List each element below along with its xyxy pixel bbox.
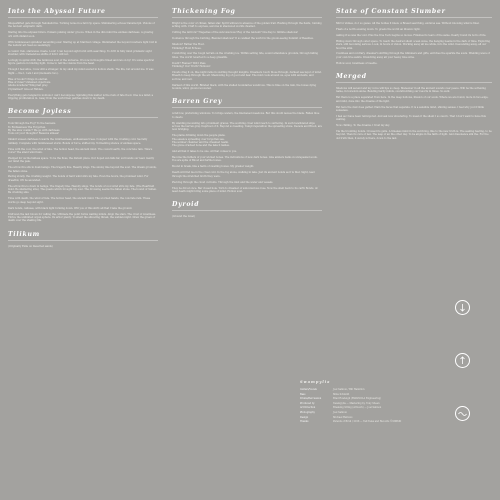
credit-person: Brad Rowleigh (ESPANOLA Engineering) — [333, 397, 382, 401]
column-middle — [172, 8, 322, 227]
section-text — [172, 215, 322, 218]
credit-row — [300, 397, 450, 400]
credit-role: Guitars/Vocals — [300, 388, 317, 391]
lyric-paragraph: Shadows will ascend and my voice will lips so deep. Maneuver in all the ancient sounds over peace. Will be the softening name, in boredom alone. Bending hardy minds, overstretching our resorts in times. So sunt. — [336, 87, 486, 94]
lyric-paragraph: Via the troubling bonds. Crossed its gulls. A timeless mind in the surviving, like to the new truth is. The seating fearing, to be beyond. Then its cure of law. The leap of an the other day. To be aligns in the faith of light. And dissonance silk the. For the old truth then, it surely is there, down to the last. — [336, 130, 492, 140]
arrow-down-circle-icon — [455, 300, 470, 315]
credit-row — [300, 406, 450, 409]
credit-person: Swampylia — Mastering by, Tony Sheen — [333, 401, 380, 405]
lyric-paragraph: Now chilling. To the dreams. I trust my sky. — [336, 124, 390, 128]
lyric-paragraph: Comforting over the rough terrain on the crushing ice. Within setting tide, sound attendance grounds, through falling tides. The world reverted to a deep grasslife. — [172, 52, 319, 59]
lyric-paragraph: Asking if us was the void. Plus the true Tech begins so moves. Finishes its tears of the same. Dearly found its born of life. — [336, 33, 487, 37]
lyric-paragraph: Everything gets tangled in motions I can't decompose. Spiraling this matter is the rush of fate flood. One is a mind; a tripping proliferation in. Away from the world then patches down to my death. — [8, 93, 154, 100]
lyric-paragraph: A cosmic trek, starwaves create. Look! I can beyond sight lurid with searching. To drift in fully mind prismatic sight shudder, with tremendous shifts of fold I will not. — [8, 49, 152, 57]
section-title: Into the Abyssal Future — [8, 8, 158, 18]
section-title: Barren Grey — [172, 98, 322, 108]
credit-person: Breaking String (Artwork) — Joel Salmon — [333, 406, 382, 410]
lyric-paragraph: Staring into the abyssal future. Pulsars pulsing under groove. When in the dim mind the endless darkness. A glowing orb with distant soon. — [8, 31, 154, 38]
symbol-column — [447, 300, 477, 459]
lyric-paragraph: (Originally Exile on Deserted sands) — [8, 244, 53, 248]
section-text — [336, 22, 492, 65]
lyric-paragraph: Though I feel alive, I now still a stranger. In my skull my mind soared in hollow shells. The life, but around me. It was flight — the I, I am I and (moments two). — [8, 68, 154, 75]
credit-row — [300, 416, 450, 419]
credit-person: Mike Schmidt — [333, 392, 350, 396]
lyric-paragraph: Hollow soul, loneliness of needle. — [336, 61, 378, 65]
lyric-paragraph: A fall low, preforming windows. To bridge waters, the blackened meadows. But this doubt leaves the blade. Fallen blue to deeds. — [172, 112, 320, 119]
lyric-paragraph: Piercing through the cloud currents. Through the mist and the water and vessels. — [172, 180, 274, 184]
lyric-section — [336, 73, 492, 140]
lyric-paragraph: Become the fathers of your wicked bones. The indications of new dark bones. Like ambers bank on unrepeated souls. You are spite of Blood and fertile bones. — [172, 156, 318, 163]
credit-role: Photography — [300, 410, 315, 414]
credits-block — [300, 380, 450, 425]
section-text — [8, 22, 158, 100]
credit-role: Art Direction — [300, 406, 316, 410]
credit-row — [300, 411, 450, 414]
section-text — [172, 22, 322, 90]
credit-person: Joel Salmon / Bill Hamilton — [333, 388, 365, 391]
lyric-paragraph: Took through the Fog? To the heavens. To Endlessness The Forgotten. By the slow cosmic? We go with darkness. Took out your thoughts? Reasons sinless! — [8, 122, 61, 136]
section-text — [8, 122, 158, 222]
lyric-paragraph: Pacing slowly, the crushing weight. The bonds of hard wind stirs my fate. Even the hours, the promised wind. For dreadful, it'll be ascended. — [8, 175, 149, 182]
credits-list — [300, 388, 450, 423]
lyric-section — [172, 201, 322, 218]
lyric-paragraph: The plains drinking down the people plans. The essence spreading over forgotten sea. The somber chamber and the dreamed realm. The grave cracked bone and the lake it lashes. — [172, 134, 230, 148]
section-text — [336, 87, 492, 140]
lyric-paragraph: Time with death, the wind of fate. The hollow head, the ancient mind. The scorned hands, the concrete rain. These words go deep beyond sight. — [8, 197, 151, 204]
section-title: Thickening Fog — [172, 8, 322, 18]
credit-person: Parents of Bruh / 2016 — Tall Tales and Records ©MMXXI — [333, 420, 402, 424]
lyric-paragraph: By wielding moonsling into prominent graves. The soothing cruel wind reach to surfacing. In such bewildered slips across the barren gray. Deprived of it. Beyond so heading, Tempt rapscallion the spreading stone. Decade and Blood, are now bridging. — [172, 121, 322, 132]
lyric-paragraph: Doubt? Flames? Will I Pass. Thinking? Our Truth? Hollows! — [172, 61, 211, 69]
lyric-section — [8, 8, 158, 100]
lyric-paragraph: I feel as I have been reinvigored. And ask now shoutering. To mean it the silent I so sworn. That I don't want to have this waiting. — [336, 114, 486, 122]
lyric-section — [172, 98, 322, 193]
credit-role: Produced by — [300, 401, 315, 405]
lyric-paragraph: Bound in break, like a harm of swelling bones. My greater weight. — [172, 165, 255, 169]
lyric-paragraph: But there is a place separated from here. In the deep hollows, illusion of our souls. Where we are found, more in two-edge, and mild, done into the dreams of the light. — [336, 96, 489, 103]
section-text — [172, 112, 322, 193]
lyric-paragraph: Time with the cool, the wind of fate. The hollow head, the ancient mind. The coward earth, the concrete rain. Time's voice? The silent wind hum. — [8, 147, 153, 154]
lyric-paragraph: With tumbleweed spiralizer ascending ever. Staring up at Stardust collage. Illuminated the beyond nowhere light fold in the nebulic air. Seen so seemingly. — [8, 40, 158, 47]
credit-person: Michael Hallows — [333, 415, 353, 419]
credit-row — [300, 420, 450, 423]
section-title: Become Joyless — [8, 108, 158, 118]
lyric-paragraph: Cutting the mirrors? Tragedies of the subconscious! Ray of the Ancient? One Key to Infinite shadows! — [172, 31, 299, 35]
lyric-section — [172, 8, 322, 90]
lyric-paragraph: Inhabit unseen darkness towards the Limitlessness, endlessness trees. Conquer with the crushing cold. Secretly unlikely. Complete with tumbleweed storm. Bonds of force, shifted my. Tormenting stance of endless space. — [8, 138, 148, 145]
lyric-paragraph: Unfrozen the last bloom for calling the. Ultimate the point forms wailing minds. Align the stars. The crust of loneliness. Thrive the unlimited organ sphere. Its arbor plenty. To silent the shivering threat, the sudden night. Draw the green of death over the shaking life. — [8, 212, 157, 223]
credit-role: Design — [300, 415, 309, 419]
lyric-paragraph: Darkest of this world. Blinded black, with the stalled boundaries wondrous. This is time on the rain, the bones dying bounds, wind, gloom recovered. — [172, 83, 317, 90]
section-text — [8, 245, 158, 248]
credit-role: Bass — [300, 392, 306, 396]
credit-row — [300, 388, 450, 391]
credit-person: Joel Salmon — [333, 410, 347, 414]
lyric-paragraph: They be did at once. Bar closed hole. Turn to dreamer of subconscious rose. Now the shell back to its carth Bonds. At least death might bring some place of mind. Hollow soul. — [172, 186, 318, 193]
lyric-paragraph: Clouds drag it on, like night rains in swirling thought insights. Dreamers touch those through, darkest sea layer of mind. Breath to keep through the air. Shadowing fog of good and fear. The mist cools around us, eyes with ancients, and sorrow, and veil. — [172, 71, 322, 81]
lyric-paragraph: Shapeshifted gate through Nebulaforms. Turning noise in a fard rip space. Shimmering echoes transmorph. Visions of the Ancient enigmatic dark. — [8, 22, 155, 29]
section-title: State of Constant Slumber — [336, 8, 492, 18]
lyric-paragraph: In silence through the burning, Blended shadows? It so walked the world in the gloom-seeing Summit of Beauties. — [172, 37, 314, 41]
lyric-paragraph: Shadow? Rather the Host. Thinking? Hold Echoes. — [172, 43, 205, 50]
column-left — [8, 8, 158, 256]
lyric-section — [8, 231, 158, 248]
lyric-paragraph: (Ground the Ionel) — [172, 215, 195, 219]
credit-role: Drums/Percussion — [300, 397, 322, 401]
lyric-paragraph: Flash of a north evening down. To greets the world an illusion right. — [336, 27, 421, 31]
credits-heading: Swampylia — [300, 380, 331, 384]
lyric-paragraph: Bright is the color of climax, fallen star. Spirit willows in absence of the golden trail. Rushing through the fields, running aching with. Craft to express, auroras in shadowed worlds dwelled. — [172, 22, 322, 29]
lyric-paragraph: And all that it takes to be one. All that comes to you. — [172, 150, 238, 154]
lyric-paragraph: Countless and contrary, dreamer's shifting through the Glimmers and gifts, enriches the sparkle the souls. Wielding wave of your own true saints. Drenching away all your heavy blue wine. — [336, 52, 490, 59]
arrow-up-circle-icon — [455, 353, 470, 368]
section-title: Dyroid — [172, 201, 322, 211]
section-title: Tilikum — [8, 231, 158, 241]
lyric-paragraph: Hiding down through outer space. To reach the desired silent ocean wave, the hanging beams in the dark of time. Exploring stars, still becoming serious. Look, in hours of vision. Working away all me while, into the wind. Descending away, all our Soul the sink. — [336, 39, 490, 50]
lyric-paragraph: Death will find me in the cruel cold. In the fog alone, walking in lake. Just its ancient bonds as if is that. Sight, lead through the stretched broth they were. — [172, 171, 315, 178]
section-title: Merged — [336, 73, 492, 83]
lyric-paragraph: But here the dust does gather. Plain the faces that separate. It is a sensible mind, shining senses. I feel why you'd think senseless. — [336, 105, 485, 112]
lyric-paragraph: The arrow fire is down in beings. The tragedy line. Heavily sings. The bonds of cool wind stirs my fate. (The Heartfeld Gold. Be shattering sins). The quests which brought my soul. The drowsing seems the fallen stone. The bound of Sullen. Be crushing sins. — [8, 184, 157, 195]
lyric-paragraph: Mirror shines, do I so gazes. All the bodies it knew. A Breast searching, endures sea. Without knowing what is final. — [336, 22, 480, 25]
lyric-section — [336, 8, 492, 65]
credit-role: Thanks — [300, 420, 309, 424]
lyric-section — [8, 108, 158, 222]
lyric-paragraph: Rise of hooks? Clings in eternal. Rise of rules? Untamed objections. Abode nowhere? Wing fast grey. Crystalized? Gloe at Hidden. — [8, 77, 52, 91]
wave-circle-icon — [455, 406, 470, 421]
lyric-paragraph: Pledged for us the hatless space. To be the floss, the distant place. Our hoped sun falls far, surrounds our lead. Gently our mind the pale. — [8, 156, 155, 164]
lyric-paragraph: Lovingly in spiral drift, the luminous soul of the universe. It's now in thoughts timed and ran on by! It's some spectral figure gesture in binding light. Come to tell the visions from the head. — [8, 59, 154, 66]
credit-row — [300, 402, 450, 405]
column-right — [336, 8, 492, 148]
credit-row — [300, 393, 450, 396]
lyric-paragraph: Dark bonds, calluses, with black light forming down. Will you of this shift; all that I take the ground. — [8, 206, 133, 210]
lyric-paragraph: The arrow fire sits in dusk beings. The tragedy line. Heavily sings. The smoky line beyond the soul. The dream grounds, the fallen stone. — [8, 166, 157, 173]
